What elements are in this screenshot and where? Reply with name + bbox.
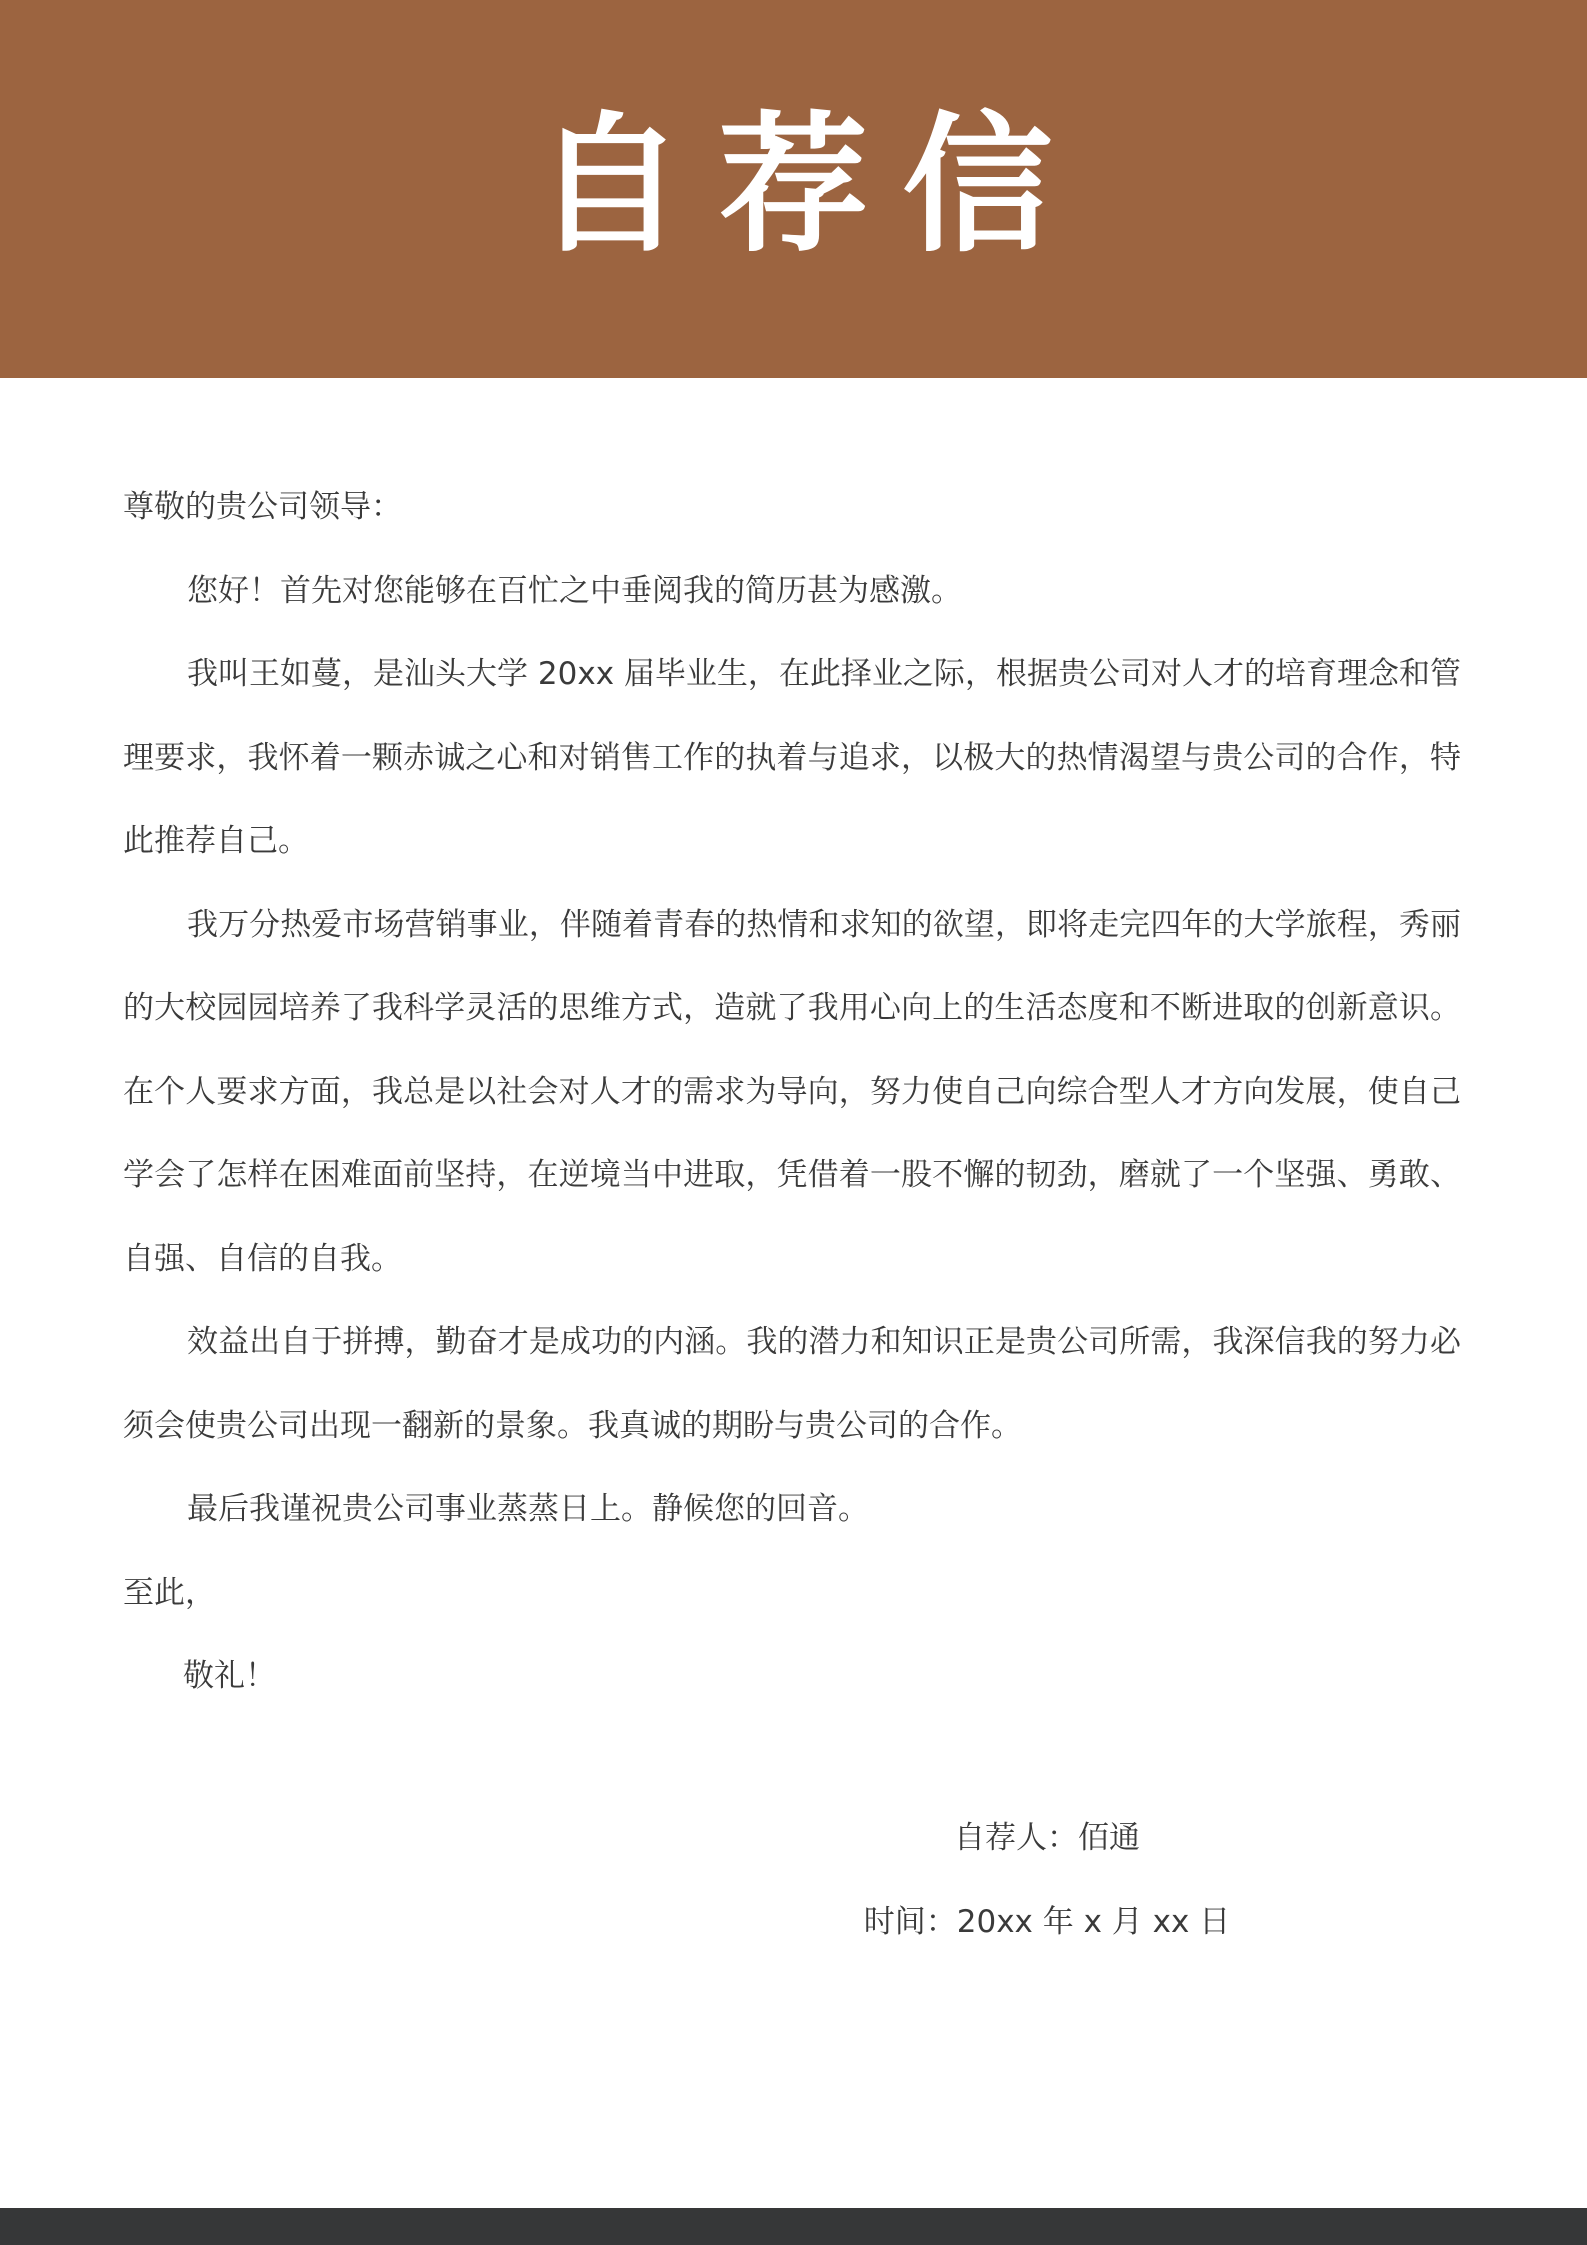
footer-band (0, 2208, 1587, 2245)
letter-salutation: 尊敬的贵公司领导： (123, 489, 402, 525)
letter-paragraph-experience: 我万分热爱市场营销事业，伴随着青春的热情和求知的欲望，即将走完四年的大学旅程，秀丽的大校园园培养了我科学灵活的思维方式，造就了我用心向上的生活态度和不断进取的创新意识。在个人要求方面，我总是以社会对人才的需求为导向，努力使自己向综合型人才方向发展，使自己学会了怎样在困难面前坚持，在逆境当中进取，凭借着一股不懈的韧劲，磨就了一个坚强、勇敢、自强、自信的自我。 (123, 906, 1461, 1277)
letter-paragraph-introduction: 我叫王如蔓，是汕头大学 20xx 届毕业生，在此择业之际，根据贵公司对人才的培育理念和管理要求，我怀着一颗赤诚之心和对销售工作的执着与追求，以极大的热情渴望与贵公司的合作，特此推荐自己。 (123, 656, 1461, 859)
letter-closing: 至此， (123, 1574, 216, 1611)
signature-date: 时间：20xx 年 x 月 xx 日 (863, 1904, 1231, 1940)
signature-block (0, 1796, 1587, 1964)
letter-body (123, 466, 1461, 1719)
letter-paragraph-motivation: 效益出自于拼搏，勤奋才是成功的内涵。我的潜力和知识正是贵公司所需，我深信我的努力必须会使贵公司出现一翻新的景象。我真诚的期盼与贵公司的合作。 (123, 1324, 1461, 1444)
letter-regards: 敬礼！ (183, 1658, 276, 1694)
letter-paragraph-greeting: 您好！首先对您能够在百忙之中垂阅我的简历甚为感激。 (187, 572, 962, 609)
header-band (0, 0, 1587, 378)
letter-paragraph-wishes: 最后我谨祝贵公司事业蒸蒸日上。静候您的回音。 (187, 1491, 869, 1527)
page-title: 自荐信 (534, 99, 1087, 273)
signature-recommender: 自荐人：佰通 (954, 1820, 1140, 1856)
